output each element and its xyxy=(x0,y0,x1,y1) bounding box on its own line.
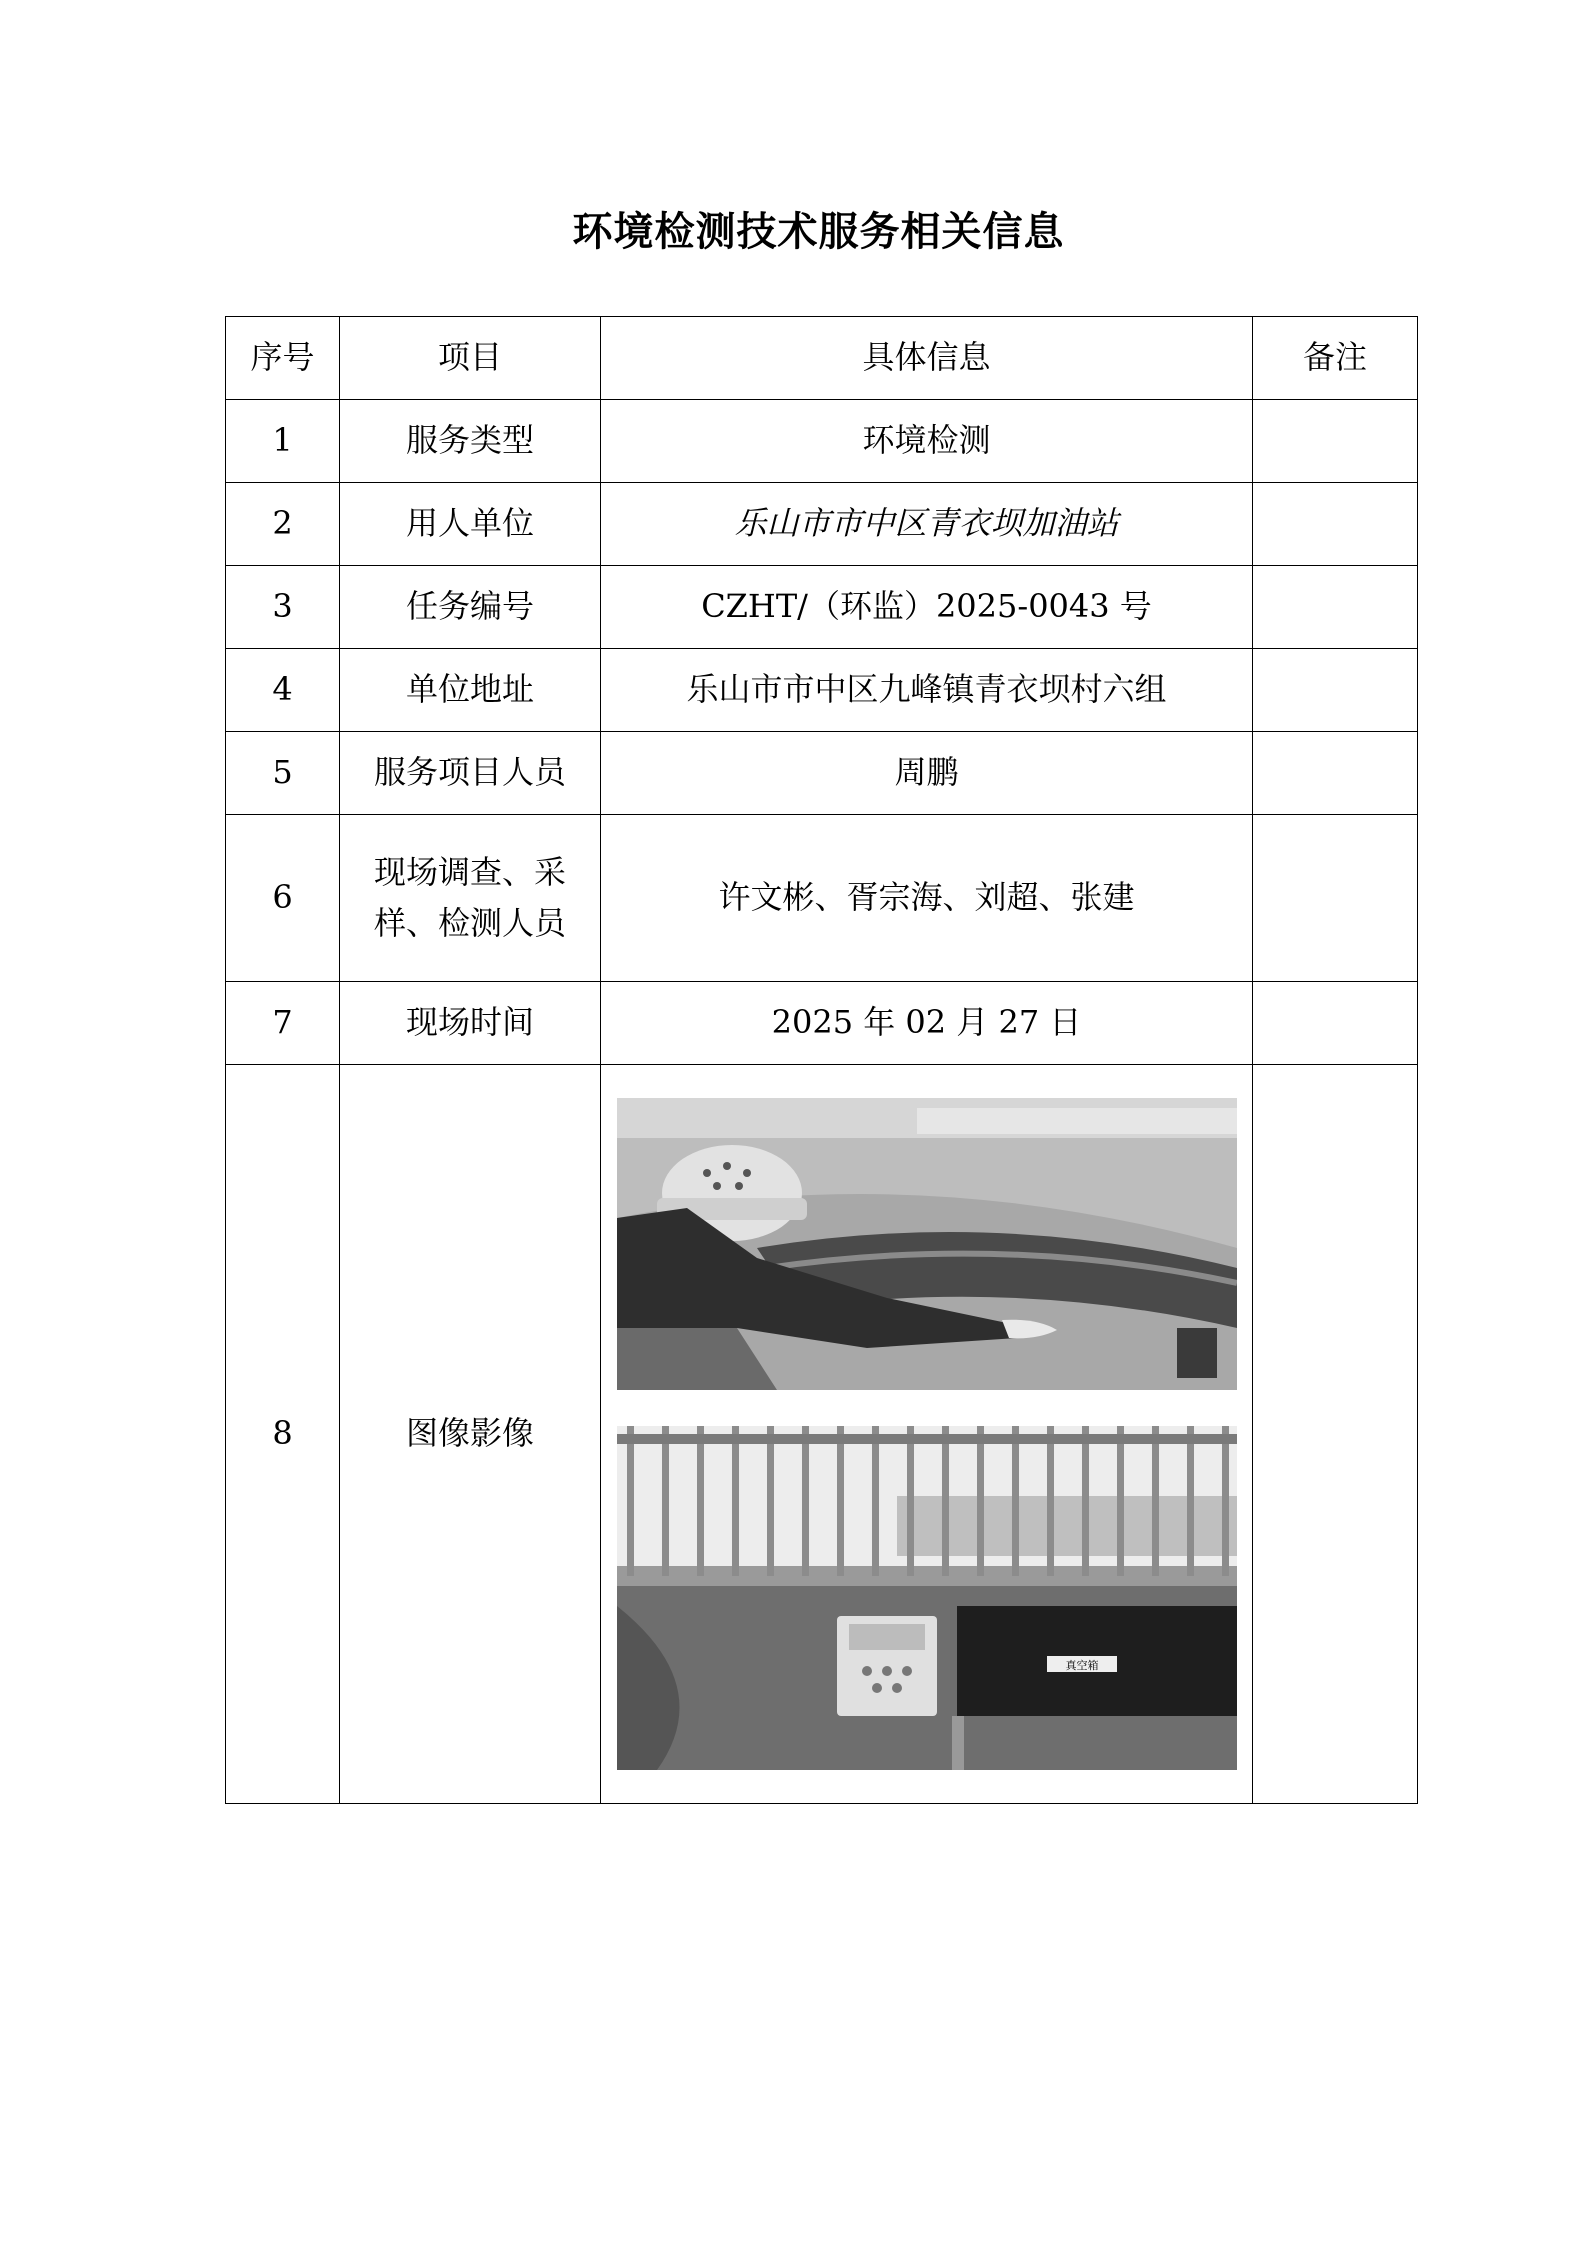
cell-no: 3 xyxy=(226,566,340,649)
header-item: 项目 xyxy=(340,317,601,400)
cell-no: 1 xyxy=(226,400,340,483)
cell-item: 现场调查、采样、检测人员 xyxy=(340,815,601,982)
cell-info: 2025 年 02 月 27 日 xyxy=(601,982,1253,1065)
table-row xyxy=(226,649,1418,732)
site-photo-worker-icon xyxy=(617,1098,1237,1390)
cell-item: 服务项目人员 xyxy=(340,732,601,815)
table-header-row xyxy=(226,317,1418,400)
table-row xyxy=(226,815,1418,982)
cell-note xyxy=(1253,649,1418,732)
cell-item: 图像影像 xyxy=(340,1065,601,1804)
cell-note xyxy=(1253,483,1418,566)
cell-note xyxy=(1253,566,1418,649)
header-info: 具体信息 xyxy=(601,317,1253,400)
page-title: 环境检测技术服务相关信息 xyxy=(572,208,1065,255)
cell-item: 单位地址 xyxy=(340,649,601,732)
table-row xyxy=(226,1065,1418,1804)
table-row xyxy=(226,566,1418,649)
info-table xyxy=(225,316,1418,1804)
cell-item: 服务类型 xyxy=(340,400,601,483)
cell-note xyxy=(1253,400,1418,483)
device-label: 真空箱 xyxy=(1065,1659,1098,1672)
cell-info: 乐山市市中区青衣坝加油站 xyxy=(601,483,1253,566)
cell-info: 许文彬、胥宗海、刘超、张建 xyxy=(601,815,1253,982)
cell-info: 周鹏 xyxy=(601,732,1253,815)
cell-info: 乐山市市中区九峰镇青衣坝村六组 xyxy=(601,649,1253,732)
table-row xyxy=(226,982,1418,1065)
cell-no: 5 xyxy=(226,732,340,815)
table-row xyxy=(226,400,1418,483)
cell-no: 8 xyxy=(226,1065,340,1804)
cell-no: 2 xyxy=(226,483,340,566)
table-row xyxy=(226,732,1418,815)
header-no: 序号 xyxy=(226,317,340,400)
cell-item: 任务编号 xyxy=(340,566,601,649)
cell-info: CZHT/（环监）2025-0043 号 xyxy=(601,566,1253,649)
cell-note xyxy=(1253,732,1418,815)
cell-item: 现场时间 xyxy=(340,982,601,1065)
table-row xyxy=(226,483,1418,566)
cell-no: 7 xyxy=(226,982,340,1065)
cell-item: 用人单位 xyxy=(340,483,601,566)
cell-no: 4 xyxy=(226,649,340,732)
cell-note xyxy=(1253,815,1418,982)
cell-info: 环境检测 xyxy=(601,400,1253,483)
site-photo-monitoring-device-icon xyxy=(617,1426,1237,1770)
cell-photos xyxy=(601,1065,1253,1804)
cell-note xyxy=(1253,1065,1418,1804)
cell-note xyxy=(1253,982,1418,1065)
header-note: 备注 xyxy=(1253,317,1418,400)
cell-no: 6 xyxy=(226,815,340,982)
